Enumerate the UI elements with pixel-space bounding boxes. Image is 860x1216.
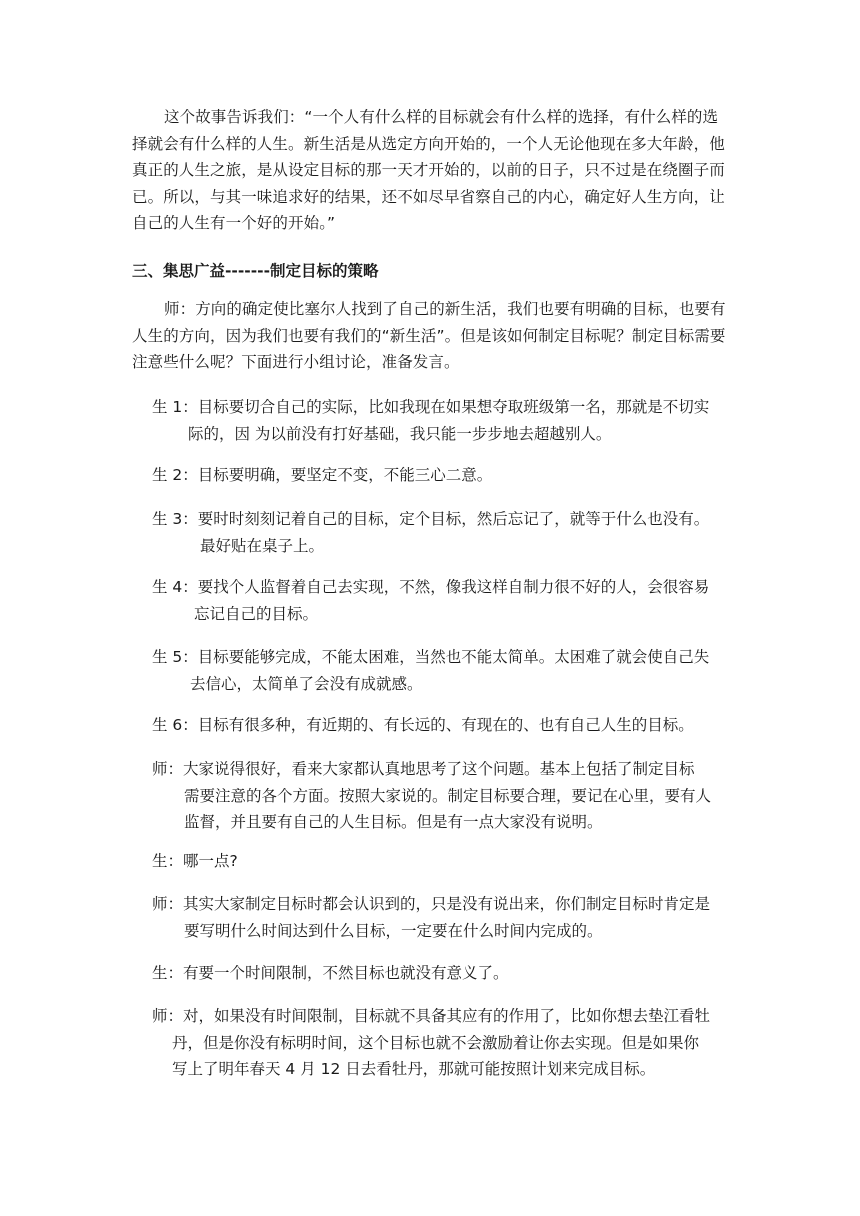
turn-text: 其实大家制定目标时都会认识到的，只是没有说出来，你们制定目标时肯定是 <box>183 895 711 913</box>
dialogue-turn <box>152 644 736 697</box>
dialogue-turn <box>152 756 736 836</box>
dialogue-turn <box>152 574 736 627</box>
dialogue-turn <box>152 394 736 447</box>
dialogue-turn <box>152 462 736 489</box>
speaker-label: 生 1： <box>152 398 198 416</box>
turn-text: 哪一点? <box>183 852 238 870</box>
dialogue-turn <box>152 960 736 987</box>
dialogue-turn <box>152 1003 736 1083</box>
turn-text: 要时时刻刻记着自己的目标，定个目标，然后忘记了，就等于什么也没有。 <box>197 510 710 528</box>
turn-text-continued: 去信心，太简单了会没有成就感。 <box>190 674 423 693</box>
section-heading: 三、集思广益-------制定目标的策略 <box>132 262 379 280</box>
speaker-label: 生 2： <box>152 466 198 484</box>
turn-text: 目标有很多种，有近期的、有长远的、有现在的、也有自己人生的目标。 <box>197 716 694 734</box>
speaker-label: 生 4： <box>152 578 198 596</box>
turn-text: 对，如果没有时间限制，目标就不具备其应有的作用了，比如你想去垫江看牡 <box>183 1007 711 1025</box>
turn-text-continued: 最好贴在桌子上。 <box>200 536 325 555</box>
speaker-label: 生 6： <box>152 716 198 734</box>
dialogue-turn <box>152 848 736 875</box>
intro-paragraph: 这个故事告诉我们：“一个人有什么样的目标就会有什么样的选择，有什么样的选择就会有什么样的人生。新生活是从选定方向开始的，一个人无论他现在多大年龄，他真正的人生之旅，是从设定目标的那一天才开始的，以前的日子，只不过是在绕圈子而已。所以，与其一味追求好的结果，还不如尽早省察自己的内心，确定好人生方向，让自己的人生有一个好的开始。” <box>132 108 725 232</box>
dialogue-turn <box>152 712 736 739</box>
speaker-label: 生 3： <box>152 510 198 528</box>
turn-text-continued: 要写明什么时间达到什么目标，一定要在什么时间内完成的。 <box>184 921 603 940</box>
teacher-intro-paragraph: 师：方向的确定使比塞尔人找到了自己的新生活，我们也要有明确的目标，也要有人生的方向，因为我们也要有我们的“新生活”。但是该如何制定目标呢？制定目标需要注意些什么呢？下面进行小组讨论，准备发言。 <box>132 300 726 371</box>
turn-text-continued: 需要注意的各个方面。按照大家说的。制定目标要合理，要记在心里，要有人 <box>184 786 712 805</box>
dialogue-turn <box>152 891 736 944</box>
speaker-label: 生： <box>152 852 184 870</box>
turn-text: 目标要明确，要坚定不变，不能三心二意。 <box>197 466 493 484</box>
turn-text-continued: 写上了明年春天 4 月 12 日去看牡丹，那就可能按照计划来完成目标。 <box>172 1060 656 1078</box>
turn-text-continued: 忘记自己的目标。 <box>194 604 319 623</box>
turn-text: 有要一个时间限制，不然目标也就没有意义了。 <box>183 964 509 982</box>
turn-text-continued: 际的，因 为以前没有打好基础，我只能一步步地去超越别人。 <box>188 424 612 443</box>
turn-text: 目标要能够完成，不能太困难，当然也不能太简单。太困难了就会使自己失 <box>197 648 710 666</box>
turn-text: 目标要切合自己的实际，比如我现在如果想夺取班级第一名，那就是不切实 <box>197 398 710 416</box>
speaker-label: 师： <box>152 895 184 913</box>
turn-text: 大家说得很好，看来大家都认真地思考了这个问题。基本上包括了制定目标 <box>183 760 695 778</box>
turn-text: 要找个人监督着自己去实现，不然，像我这样自制力很不好的人，会很容易 <box>197 578 710 596</box>
speaker-label: 生： <box>152 964 184 982</box>
turn-text-continued: 丹，但是你没有标明时间，这个目标也就不会激励着让你去实现。但是如果你 <box>172 1033 700 1052</box>
speaker-label: 师： <box>152 760 184 778</box>
dialogue-turn <box>152 506 736 559</box>
speaker-label: 师： <box>152 1007 184 1025</box>
speaker-label: 生 5： <box>152 648 198 666</box>
turn-text-continued: 监督，并且要有自己的人生目标。但是有一点大家没有说明。 <box>184 813 603 831</box>
